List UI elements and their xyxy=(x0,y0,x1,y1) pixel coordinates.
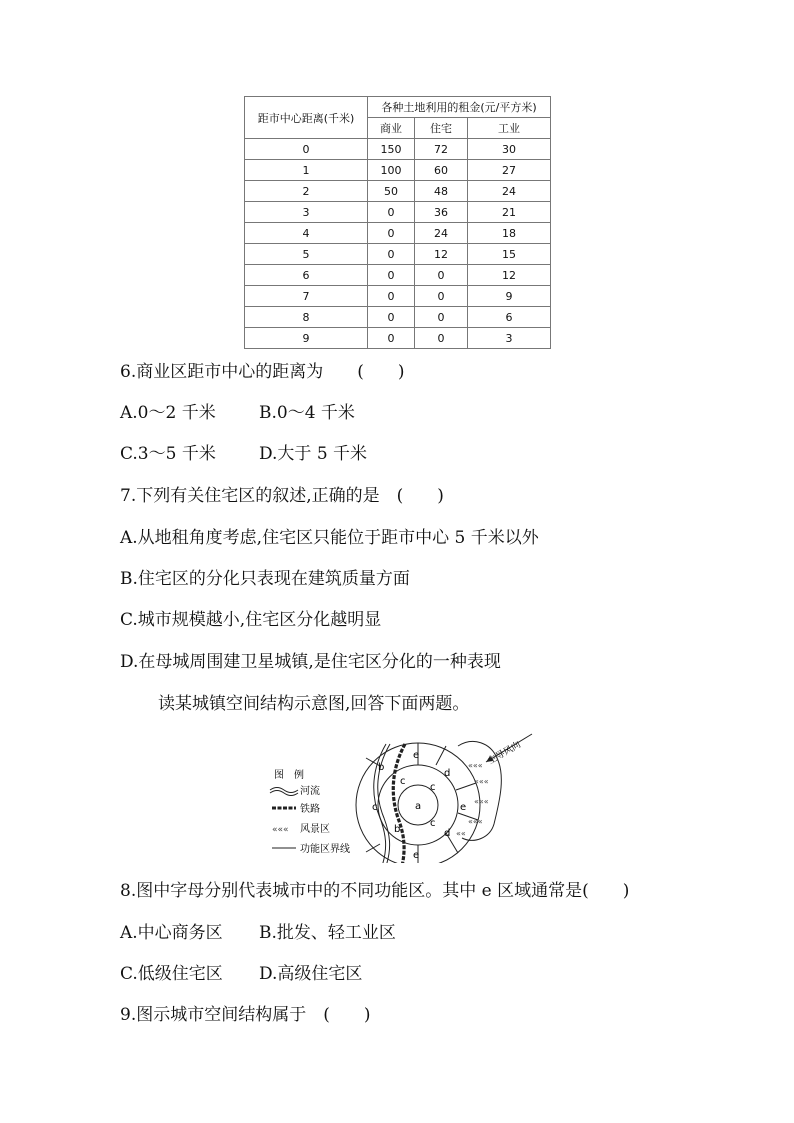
q6-option-c: C.3～5 千米 xyxy=(120,444,216,464)
zone-e-label-2: e xyxy=(460,802,467,813)
table-cell: 100 xyxy=(368,160,415,181)
legend-boundary-label: 功能区界线 xyxy=(300,844,350,855)
table-cell: 2 xyxy=(245,181,368,202)
table-row xyxy=(245,202,551,223)
table-cell: 3 xyxy=(468,328,551,349)
diagram-intro: 读某城镇空间结构示意图,回答下面两题。 xyxy=(158,694,470,714)
table-cell: 0 xyxy=(368,244,415,265)
table-cell: 9 xyxy=(468,286,551,307)
table-cell: 50 xyxy=(368,181,415,202)
q8-stem: 8.图中字母分别代表城市中的不同功能区。其中 e 区域通常是( ) xyxy=(120,881,630,901)
q6-option-d: D.大于 5 千米 xyxy=(259,444,368,464)
q9-stem: 9.图示城市空间结构属于 ( ) xyxy=(120,1005,371,1025)
table-cell: 150 xyxy=(368,139,415,160)
q8-option-c: C.低级住宅区 xyxy=(120,964,223,984)
legend-rail-label: 铁路 xyxy=(300,804,320,815)
q7-option-b: B.住宅区的分化只表现在建筑质量方面 xyxy=(120,569,410,589)
header-commercial: 商业 xyxy=(368,118,415,139)
header-residential: 住宅 xyxy=(415,118,468,139)
table-cell: 0 xyxy=(415,307,468,328)
scenic-marks-2: ««« xyxy=(474,777,489,786)
table-cell: 15 xyxy=(468,244,551,265)
table-cell: 6 xyxy=(245,265,368,286)
q6-option-b: B.0～4 千米 xyxy=(259,403,355,423)
legend-scenic-label: 风景区 xyxy=(300,824,330,835)
scenic-marks-1: ««« xyxy=(468,761,483,770)
zone-c-label-3: c xyxy=(372,802,378,813)
rent-table-container xyxy=(244,96,551,349)
table-cell: 48 xyxy=(415,181,468,202)
table-cell: 0 xyxy=(415,328,468,349)
zone-c-label-2: c xyxy=(430,782,436,793)
legend-title: 图 例 xyxy=(274,770,304,781)
table-cell: 30 xyxy=(468,139,551,160)
zone-c-label-4: c xyxy=(430,818,436,829)
table-cell: 0 xyxy=(415,286,468,307)
table-cell: 12 xyxy=(415,244,468,265)
table-cell: 1 xyxy=(245,160,368,181)
zone-e-label-1: e xyxy=(413,750,420,761)
scenic-marks-5: «« xyxy=(456,829,466,838)
table-cell: 36 xyxy=(415,202,468,223)
table-cell: 0 xyxy=(368,307,415,328)
q8-option-a: A.中心商务区 xyxy=(120,923,223,943)
scenic-marks-3: ««« xyxy=(474,797,489,806)
table-cell: 4 xyxy=(245,223,368,244)
legend-river-label: 河流 xyxy=(300,786,320,797)
rent-table xyxy=(244,96,551,349)
q8-option-b: B.批发、轻工业区 xyxy=(259,923,396,943)
table-row xyxy=(245,139,551,160)
table-row xyxy=(245,265,551,286)
railway xyxy=(393,744,405,863)
table-cell: 60 xyxy=(415,160,468,181)
q7-stem: 7.下列有关住宅区的叙述,正确的是 ( ) xyxy=(120,486,444,506)
rent-table-body xyxy=(245,139,551,349)
table-row xyxy=(245,307,551,328)
header-rent-group: 各种土地利用的租金(元/平方米) xyxy=(368,97,551,118)
table-cell: 27 xyxy=(468,160,551,181)
header-distance: 距市中心距离(千米) xyxy=(245,97,368,139)
q6-option-a: A.0～2 千米 xyxy=(120,403,216,423)
legend-river-icon xyxy=(270,788,298,793)
table-row xyxy=(245,160,551,181)
table-cell: 72 xyxy=(415,139,468,160)
table-row xyxy=(245,286,551,307)
q7-option-d: D.在母城周围建卫星城镇,是住宅区分化的一种表现 xyxy=(120,652,501,672)
table-cell: 0 xyxy=(368,202,415,223)
table-cell: 0 xyxy=(368,223,415,244)
table-cell: 0 xyxy=(368,286,415,307)
city-structure-diagram xyxy=(268,728,538,863)
table-cell: 3 xyxy=(245,202,368,223)
table-cell: 0 xyxy=(245,139,368,160)
table-cell: 0 xyxy=(368,265,415,286)
table-cell: 5 xyxy=(245,244,368,265)
zone-d-label-1: d xyxy=(444,768,451,779)
table-row xyxy=(245,223,551,244)
zone-c-label-1: c xyxy=(400,776,406,787)
zone-e-label-3: e xyxy=(413,850,420,861)
table-cell: 8 xyxy=(245,307,368,328)
table-cell: 21 xyxy=(468,202,551,223)
table-cell: 12 xyxy=(468,265,551,286)
table-row xyxy=(245,244,551,265)
wind-label: 主导风向 xyxy=(486,740,523,767)
table-cell: 0 xyxy=(415,265,468,286)
table-cell: 9 xyxy=(245,328,368,349)
zone-d-label-2: d xyxy=(444,828,451,839)
header-industrial: 工业 xyxy=(468,118,551,139)
table-cell: 24 xyxy=(468,181,551,202)
q7-option-c: C.城市规模越小,住宅区分化越明显 xyxy=(120,610,382,630)
table-row xyxy=(245,328,551,349)
zone-b-label-bottom: b xyxy=(394,824,401,835)
table-cell: 24 xyxy=(415,223,468,244)
zone-a-label: a xyxy=(415,801,422,812)
table-cell: 7 xyxy=(245,286,368,307)
table-row xyxy=(245,181,551,202)
table-cell: 0 xyxy=(368,328,415,349)
legend-scenic-icon: ««« xyxy=(272,825,289,835)
zone-b-label-top: b xyxy=(378,762,385,773)
table-cell: 18 xyxy=(468,223,551,244)
scenic-marks-4: ««« xyxy=(468,817,483,826)
q7-option-a: A.从地租角度考虑,住宅区只能位于距市中心 5 千米以外 xyxy=(120,528,539,548)
q8-option-d: D.高级住宅区 xyxy=(259,964,363,984)
q6-stem: 6.商业区距市中心的距离为 ( ) xyxy=(120,362,405,382)
table-cell: 6 xyxy=(468,307,551,328)
